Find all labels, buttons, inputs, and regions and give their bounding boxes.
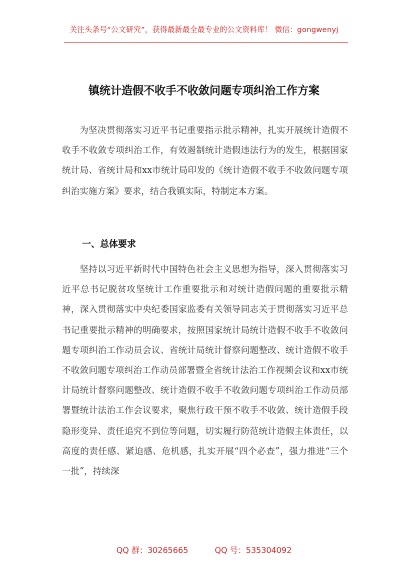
section-1-paragraph: 坚持以习近平新时代中国特色社会主义思想为指导，深入贯彻落实习近平总书记脱贫攻坚统计工作重要批示和对统计造假问题的重要批示精神，深入贯彻落实中央纪委国家监委有关领导同志关于贯彻落实习近平总书记重要批示精神的明确要求，按照国家统计局统计造假不收手不收敛问题专项纠治工作动员会议、省统计局统计督察问题整改、统计造假不收手不收敛问题专项纠治工作动员部署暨全省统计法治工作视频会议和xx市统计局统计督察问题整改、统计造假不收手不收敛问题专项纠治工作动员部署暨统计法治工作会议要求，聚焦行政干预不收手不收敛、统计造假手段隐形变异、责任追究不到位等问题，切实履行防范统计造假主体责任，以高度的责任感、紧迫感、危机感，扎实开展“四个必查”，强力推进“三个一批”，持续深 [62, 265, 348, 478]
section-heading-general-requirements: 一、总体要求 [82, 240, 137, 250]
document-title: 镇统计造假不收手不收敛问题专项纠治工作方案 [88, 84, 320, 97]
footer-qq-group: QQ 群：30265665 [116, 546, 189, 555]
header-divider [64, 42, 348, 43]
footer-qq-number: QQ 号：535304092 [214, 546, 292, 555]
header-banner: 关注头条号“公文研究”，获得最新最全最专业的公文资料库！ 微信：gongwenyj [69, 25, 339, 34]
intro-paragraph: 为坚决贯彻落实习近平书记重要指示批示精神，扎实开展统计造假不收手不收敛专项纠治工作，有效遏制统计造假违法行为的发生，根据国家统计局、省统计局和xx市统计局印发的《统计造假不收手不收敛问题专项纠治实施方案》要求，结合我镇实际，特制定本方案。 [62, 126, 348, 197]
footer-contacts [0, 545, 408, 556]
